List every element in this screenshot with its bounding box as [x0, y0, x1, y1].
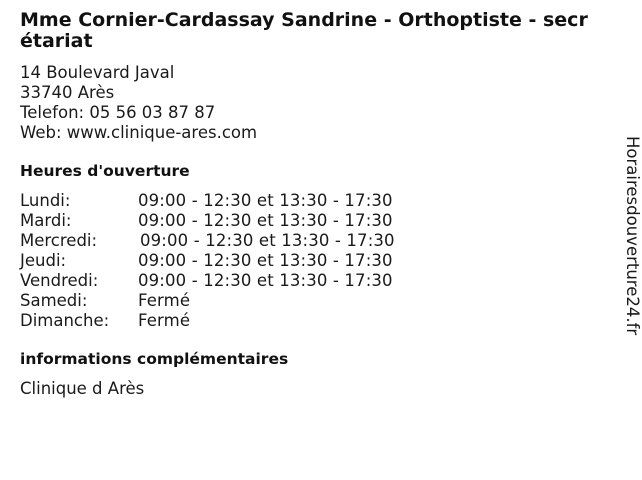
hours-row-samedi: [20, 291, 600, 311]
business-name: Mme Cornier-Cardassay Sandrine - Orthoptiste - secrétariat: [20, 9, 588, 52]
address-block: [20, 63, 600, 143]
additional-info-heading: informations complémentaires: [20, 350, 289, 368]
hours-row-mercredi: [20, 231, 600, 251]
day-label: Lundi:: [20, 191, 71, 210]
day-label: Samedi:: [20, 291, 88, 310]
hours-row-dimanche: [20, 311, 600, 331]
hours-value: 09:00 - 12:30 et 13:30 - 17:30: [138, 271, 393, 290]
street-address: 14 Boulevard Javal: [20, 63, 175, 82]
hours-value: 09:00 - 12:30 et 13:30 - 17:30: [140, 231, 395, 250]
phone-line: Telefon: 05 56 03 87 87: [20, 103, 216, 122]
additional-info-text: Clinique d Arès: [20, 379, 145, 398]
hours-row-mardi: [20, 211, 600, 231]
day-label: Mercredi:: [20, 231, 98, 250]
hours-row-vendredi: [20, 271, 600, 291]
day-label: Vendredi:: [20, 271, 99, 290]
hours-value: 09:00 - 12:30 et 13:30 - 17:30: [138, 251, 393, 270]
day-label: Dimanche:: [20, 311, 110, 330]
city-postal: 33740 Arès: [20, 83, 115, 102]
hours-value: 09:00 - 12:30 et 13:30 - 17:30: [138, 211, 393, 230]
hours-value: Fermé: [138, 311, 191, 330]
opening-hours-table: [20, 191, 600, 331]
hours-value: 09:00 - 12:30 et 13:30 - 17:30: [138, 191, 393, 210]
business-card: [20, 10, 600, 399]
website-line: Web: www.clinique-ares.com: [20, 123, 258, 142]
hours-row-jeudi: [20, 251, 600, 271]
hours-value: Fermé: [138, 291, 191, 310]
hours-row-lundi: [20, 191, 600, 211]
opening-hours-heading: Heures d'ouverture: [20, 162, 190, 180]
day-label: Mardi:: [20, 211, 72, 230]
day-label: Jeudi:: [20, 251, 67, 270]
site-watermark: Horairesdouverture24.fr: [623, 136, 642, 336]
